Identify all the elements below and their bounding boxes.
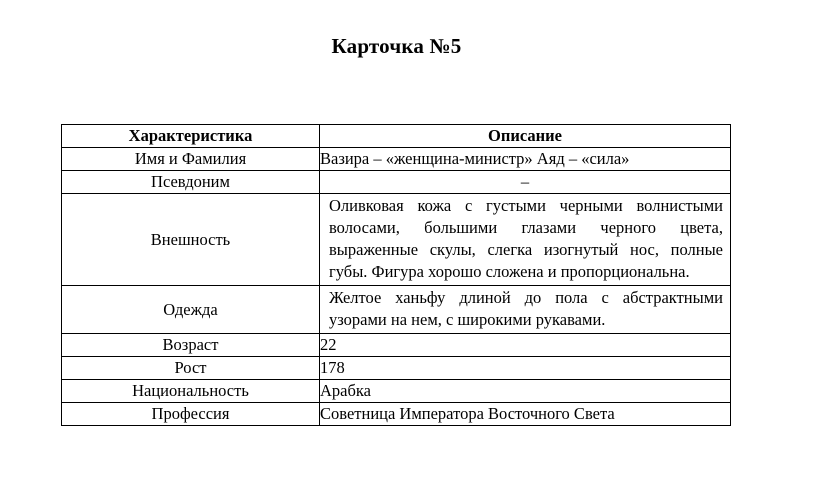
header-description: Описание xyxy=(320,125,731,148)
table-row xyxy=(62,403,731,426)
row-value-clothing: Желтое ханьфу длиной до пола с абстрактными узорами на нем, с широкими рукавами. xyxy=(320,286,731,334)
row-key-name: Имя и Фамилия xyxy=(62,148,320,171)
row-key-age: Возраст xyxy=(62,334,320,357)
row-key-nationality: Национальность xyxy=(62,380,320,403)
table-row xyxy=(62,380,731,403)
table-row xyxy=(62,171,731,194)
row-value-appearance: Оливковая кожа с густыми черными волнистыми волосами, большими глазами черного цвета, выраженные скулы, слегка изогнутый нос, полные губы. Фигура хорошо сложена и пропорциональна. xyxy=(320,194,731,286)
row-key-pseudonym: Псевдоним xyxy=(62,171,320,194)
row-key-appearance: Внешность xyxy=(62,194,320,286)
row-value-height: 178 xyxy=(320,357,731,380)
header-characteristic: Характеристика xyxy=(62,125,320,148)
row-key-clothing: Одежда xyxy=(62,286,320,334)
row-key-profession: Профессия xyxy=(62,403,320,426)
row-value-nationality: Арабка xyxy=(320,380,731,403)
table-row xyxy=(62,148,731,171)
table-row xyxy=(62,334,731,357)
character-card-table xyxy=(61,124,731,426)
row-value-name: Вазира – «женщина-министр» Аяд – «сила» xyxy=(320,148,731,171)
table-header-row xyxy=(62,125,731,148)
row-key-height: Рост xyxy=(62,357,320,380)
table-row xyxy=(62,286,731,334)
table-row xyxy=(62,357,731,380)
row-value-profession: Советница Императора Восточного Света xyxy=(320,403,731,426)
row-value-age: 22 xyxy=(320,334,731,357)
page-title: Карточка №5 xyxy=(331,34,462,58)
table-row xyxy=(62,194,731,286)
row-value-pseudonym: – xyxy=(320,171,731,194)
